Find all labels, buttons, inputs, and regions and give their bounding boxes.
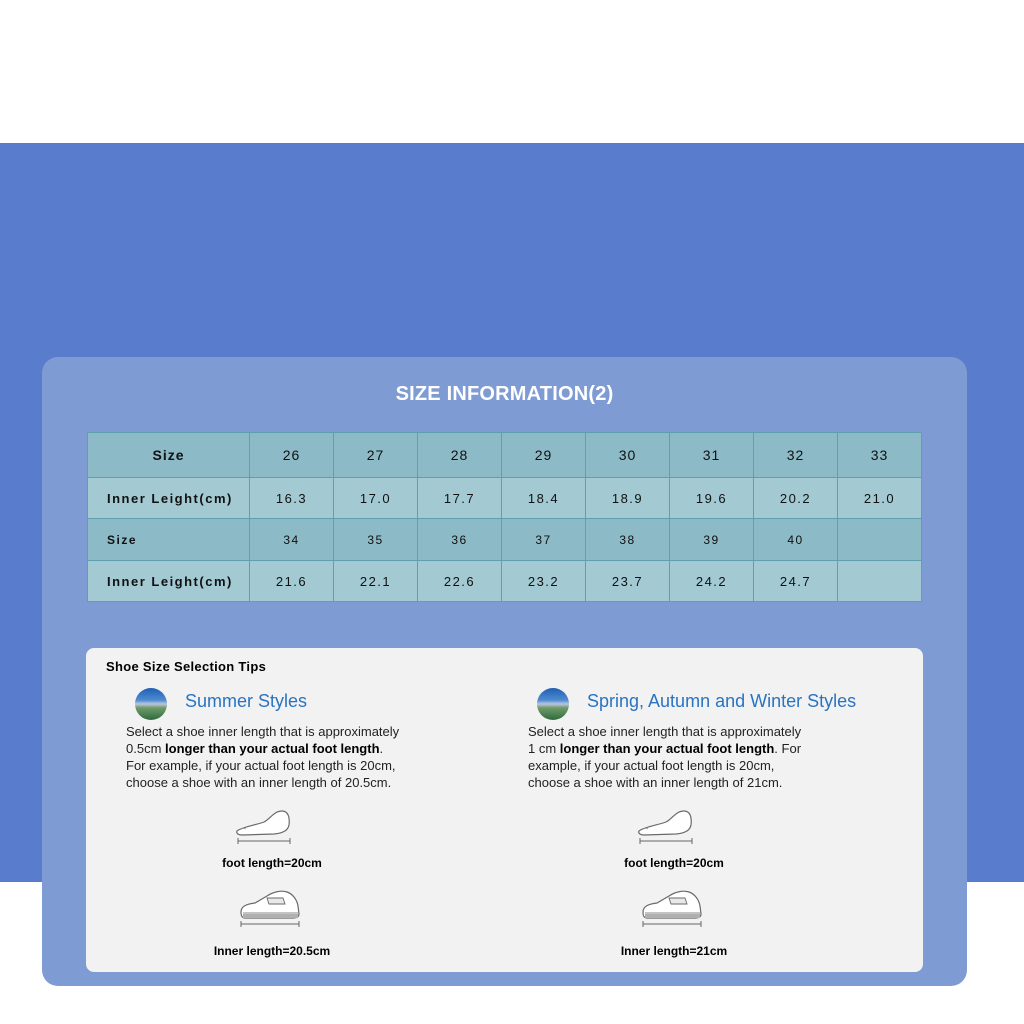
table-cell: 40 [754,519,838,561]
row-label: Size [88,433,250,478]
text-line: choose a shoe with an inner length of 21cm. [528,775,783,790]
foot-icon [636,807,696,847]
table-cell: 16.3 [250,478,334,519]
background-band [0,143,1024,958]
row-label: Size [88,519,250,561]
text-span: 1 cm [528,741,560,756]
text-span: . For [774,741,802,756]
table-cell: 24.7 [754,561,838,602]
table-cell: 18.4 [502,478,586,519]
table-cell: 27 [334,433,418,478]
table-cell: 18.9 [586,478,670,519]
row-label: Inner Leight(cm) [88,478,250,519]
table-cell: 34 [250,519,334,561]
summer-heading: Summer Styles [185,691,308,711]
size-table [87,432,922,602]
table-cell: 17.7 [418,478,502,519]
table-row [88,519,922,561]
shoe-icon [237,886,303,928]
summer-tip [126,688,526,968]
table-cell: 24.2 [670,561,754,602]
table-cell [838,519,922,561]
globe-icon [537,688,569,720]
text-line: example, if your actual foot length is 20cm, [528,758,775,773]
table-cell: 21.0 [838,478,922,519]
table-cell: 21.6 [250,561,334,602]
shoe-caption: Inner length=21cm [620,944,728,958]
globe-icon [135,688,167,720]
table-cell: 29 [502,433,586,478]
table-cell: 38 [586,519,670,561]
text-line: Select a shoe inner length that is approximately [528,724,802,739]
table-cell: 36 [418,519,502,561]
table-cell: 32 [754,433,838,478]
foot-icon [234,807,294,847]
table-row [88,478,922,519]
other-seasons-text [528,723,858,791]
text-span: . [379,741,384,756]
shoe-icon [639,886,705,928]
summer-text [126,723,456,791]
table-cell: 37 [502,519,586,561]
emphasis-text: longer than your actual foot length [559,741,775,756]
other-seasons-heading: Spring, Autumn and Winter Styles [587,691,857,711]
foot-caption: foot length=20cm [624,856,724,870]
text-line: For example, if your actual foot length is 20cm, [126,758,396,773]
table-cell: 30 [586,433,670,478]
table-cell: 28 [418,433,502,478]
row-label: Inner Leight(cm) [88,561,250,602]
table-row [88,433,922,478]
emphasis-text: longer than your actual foot length [165,741,380,756]
table-cell: 22.6 [418,561,502,602]
table-cell: 31 [670,433,754,478]
tips-card [86,648,923,972]
text-span: 0.5cm [126,741,166,756]
table-cell: 33 [838,433,922,478]
table-cell: 17.0 [334,478,418,519]
table-cell: 23.2 [502,561,586,602]
table-cell: 20.2 [754,478,838,519]
table-cell [838,561,922,602]
shoe-caption: Inner length=20.5cm [213,944,331,958]
table-cell: 39 [670,519,754,561]
page-title: SIZE INFORMATION(2) [395,383,614,405]
text-line [126,740,456,757]
text-line: Select a shoe inner length that is approximately [126,724,400,739]
tips-title: Shoe Size Selection Tips [106,659,267,674]
foot-caption: foot length=20cm [222,856,322,870]
table-cell: 23.7 [586,561,670,602]
text-line: choose a shoe with an inner length of 20.5cm. [126,775,392,790]
other-seasons-tip [528,688,928,968]
text-line [528,740,858,757]
size-info-panel [42,357,967,986]
table-cell: 22.1 [334,561,418,602]
table-cell: 35 [334,519,418,561]
table-row [88,561,922,602]
table-cell: 26 [250,433,334,478]
table-cell: 19.6 [670,478,754,519]
